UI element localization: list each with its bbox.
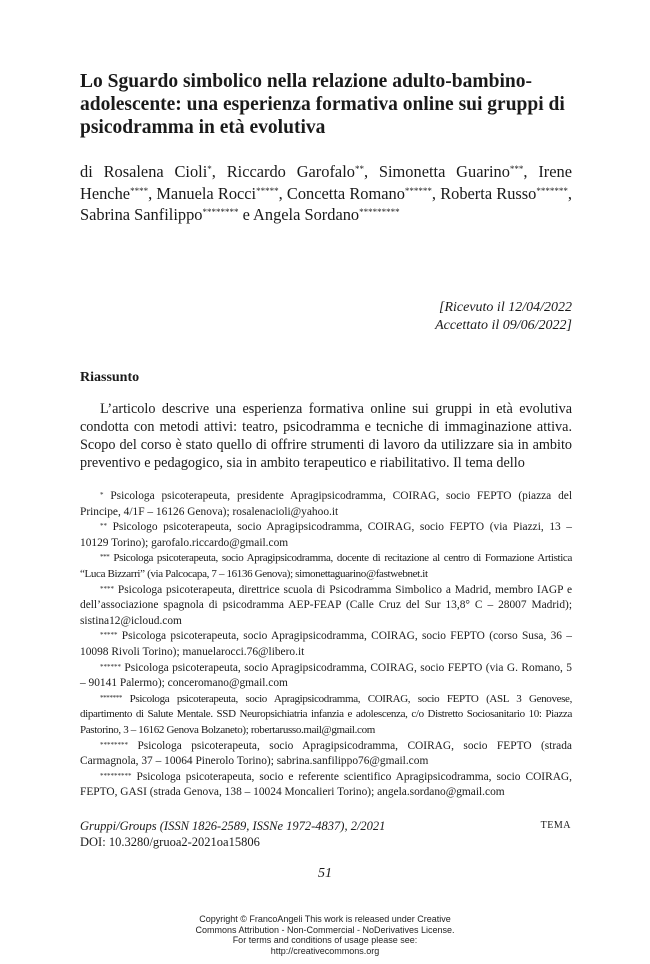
footnote-text: Psicologa psicoterapeuta, socio Apragipsicodramma, COIRAG, socio FEPTO (ASL 3 Genovese, dipartimento di Salute Mentale. SSD Neuropsichiatria infanzia e adolescenza, c/o Distretto Sociosanitario 10: Piazza Pastorino, 3 – 16162 Genova Bolzaneto); robertarusso.mail@gmail.com (80, 692, 572, 736)
abstract-text: L’articolo descrive una esperienza formativa online sui gruppi in età evolutiva condotta con metodi attivi: teatro, psicodramma e tecniche di immaginazione attiva. Scopo del corso è stato quello di offrire strumenti di lavoro da utilizzare sia in ambito preventivo e pedagogico, sia in ambito terapeutico e riabilitativo. Il tema dello (80, 401, 572, 471)
footnote-text: Psicologa psicoterapeuta, socio Apragipsicodramma, COIRAG, socio FEPTO (strada Carmagnola, 37 – 10064 Pinerolo Torino); sabrina.sanfilippo76@gmail.com (80, 739, 572, 768)
authors-prefix: di (80, 162, 93, 181)
copyright-line: Copyright © FrancoAngeli This work is released under Creative (199, 914, 451, 924)
abstract-heading: Riassunto (80, 370, 140, 385)
journal-citation: Gruppi/Groups (ISSN 1826-2589, ISSNe 1972-4837), 2/2021 (80, 819, 386, 833)
footnotes (80, 489, 572, 801)
footnote-text: Psicologa psicoterapeuta, socio Apragipsicodramma, docente di recitazione al centro di Formazione Artistica “Luca Bizzarri” (via Palcocapa, 7 – 16136 Genova); simonettaguarino@fastwebnet.it (80, 552, 572, 580)
author-name: Simonetta Guarino (378, 162, 510, 181)
article-title: Lo Sguardo simbolico nella relazione adulto-bambino-adolescente: una esperienza formativa online sui gruppi di psicodramma in età evolutiva (80, 71, 565, 138)
footnote-mark: ****** (100, 662, 121, 671)
author-separator: , (211, 162, 216, 181)
copyright-link[interactable]: http://creativecommons.org (270, 945, 380, 956)
author-name: Irene Henche (80, 162, 572, 203)
copyright-line: Commons Attribution - Non-Commercial - NoDerivatives License. (195, 924, 455, 935)
footnote-mark: *** (509, 164, 524, 174)
author-separator: , (431, 183, 437, 203)
received-date: [Ricevuto il 12/04/2022 (439, 300, 572, 315)
author-list (80, 161, 572, 226)
journal-info (80, 818, 385, 850)
author-separator: , (363, 162, 369, 181)
footnote (80, 583, 572, 630)
footnote-mark: ********* (100, 771, 132, 780)
submission-dates (435, 299, 572, 335)
footnote (80, 770, 572, 801)
footnote-mark: ** (100, 522, 107, 531)
footnote (80, 692, 572, 739)
footnote-mark: ***** (100, 631, 118, 640)
author-name: Riccardo Garofalo (226, 162, 355, 181)
footnote (80, 629, 572, 660)
footnote (80, 489, 572, 520)
author-name: Roberta Russo (440, 183, 537, 203)
author-name: Manuela Rocci (156, 183, 257, 203)
footnote-mark: ******* (536, 185, 568, 196)
footnote-mark: ******** (100, 740, 128, 749)
footnote-mark: * (207, 164, 212, 174)
author-name: Angela Sordano (253, 205, 360, 224)
footnote-text: Psicologa psicoterapeuta, direttrice scuola di Psicodramma Simbolico a Madrid, membro IAGP e dell’associazione spagnola di psicodramma AEP-FEAP (Calle Cruz del Sur 13,8° C – 28007 Madrid); sistina12@icloud.com (80, 583, 572, 627)
page-number: 51 (318, 866, 332, 881)
footnote-mark: *** (100, 553, 110, 562)
footnote (80, 739, 572, 770)
author-separator: , (148, 183, 153, 203)
footnote-mark: ******* (100, 693, 123, 702)
footnote (80, 520, 572, 551)
footnote-mark: ***** (256, 185, 279, 196)
footnote (80, 661, 572, 692)
footnote-text: Psicologa psicoterapeuta, socio e referente scientifico Apragipsicodramma, socio COIRAG, FEPTO, GASI (strada Genova, 138 – 10024 Moncalieri Torino); angela.sordano@gmail.com (80, 770, 572, 799)
footnote-text: Psicologo psicoterapeuta, socio Apragipsicodramma, COIRAG, socio FEPTO (via Piazzi, 13 – 10129 Torino); garofalo.riccardo@gmail.com (80, 521, 572, 549)
journal-doi: DOI: 10.3280/gruoa2-2021oa15806 (80, 835, 260, 849)
accepted-date: Accettato il 09/06/2022] (435, 318, 572, 333)
author-name: Concetta Romano (286, 183, 405, 203)
footnote-text: Psicologa psicoterapeuta, presidente Apragipsicodramma, COIRAG, socio FEPTO (piazza del Principe, 4/1F – 16126 Genova); rosalenacioli@yahoo.it (80, 490, 572, 518)
footnote (80, 551, 572, 582)
author-separator: e (238, 205, 250, 224)
footnote-mark: ** (354, 164, 364, 174)
copyright-notice (0, 914, 650, 956)
footnote-mark: ********* (359, 207, 400, 217)
author-separator: , (523, 162, 528, 181)
footnote-mark: ******** (202, 207, 239, 217)
section-tag: TEMA (540, 820, 571, 831)
footnote-mark: * (100, 491, 104, 499)
author-name: Sabrina Sanfilippo (80, 205, 203, 224)
footnote-mark: **** (100, 584, 114, 593)
footnote-text: Psicologa psicoterapeuta, socio Apragipsicodramma, COIRAG, socio FEPTO (via G. Romano, 5 – 90141 Palermo); conceromano@gmail.com (80, 661, 572, 690)
author-separator: , (278, 183, 283, 203)
author-name: Rosalena Cioli (103, 162, 208, 181)
copyright-line: For terms and conditions of usage please see: (232, 935, 418, 946)
footnote-mark: ****** (404, 185, 432, 196)
footnote-text: Psicologa psicoterapeuta, socio Apragipsicodramma, COIRAG, socio FEPTO (corso Susa, 36 – 10098 Rivoli Torino); manuelarocci.76@libero.it (80, 630, 572, 658)
author-separator: , (567, 183, 572, 203)
footnote-mark: **** (130, 185, 149, 196)
